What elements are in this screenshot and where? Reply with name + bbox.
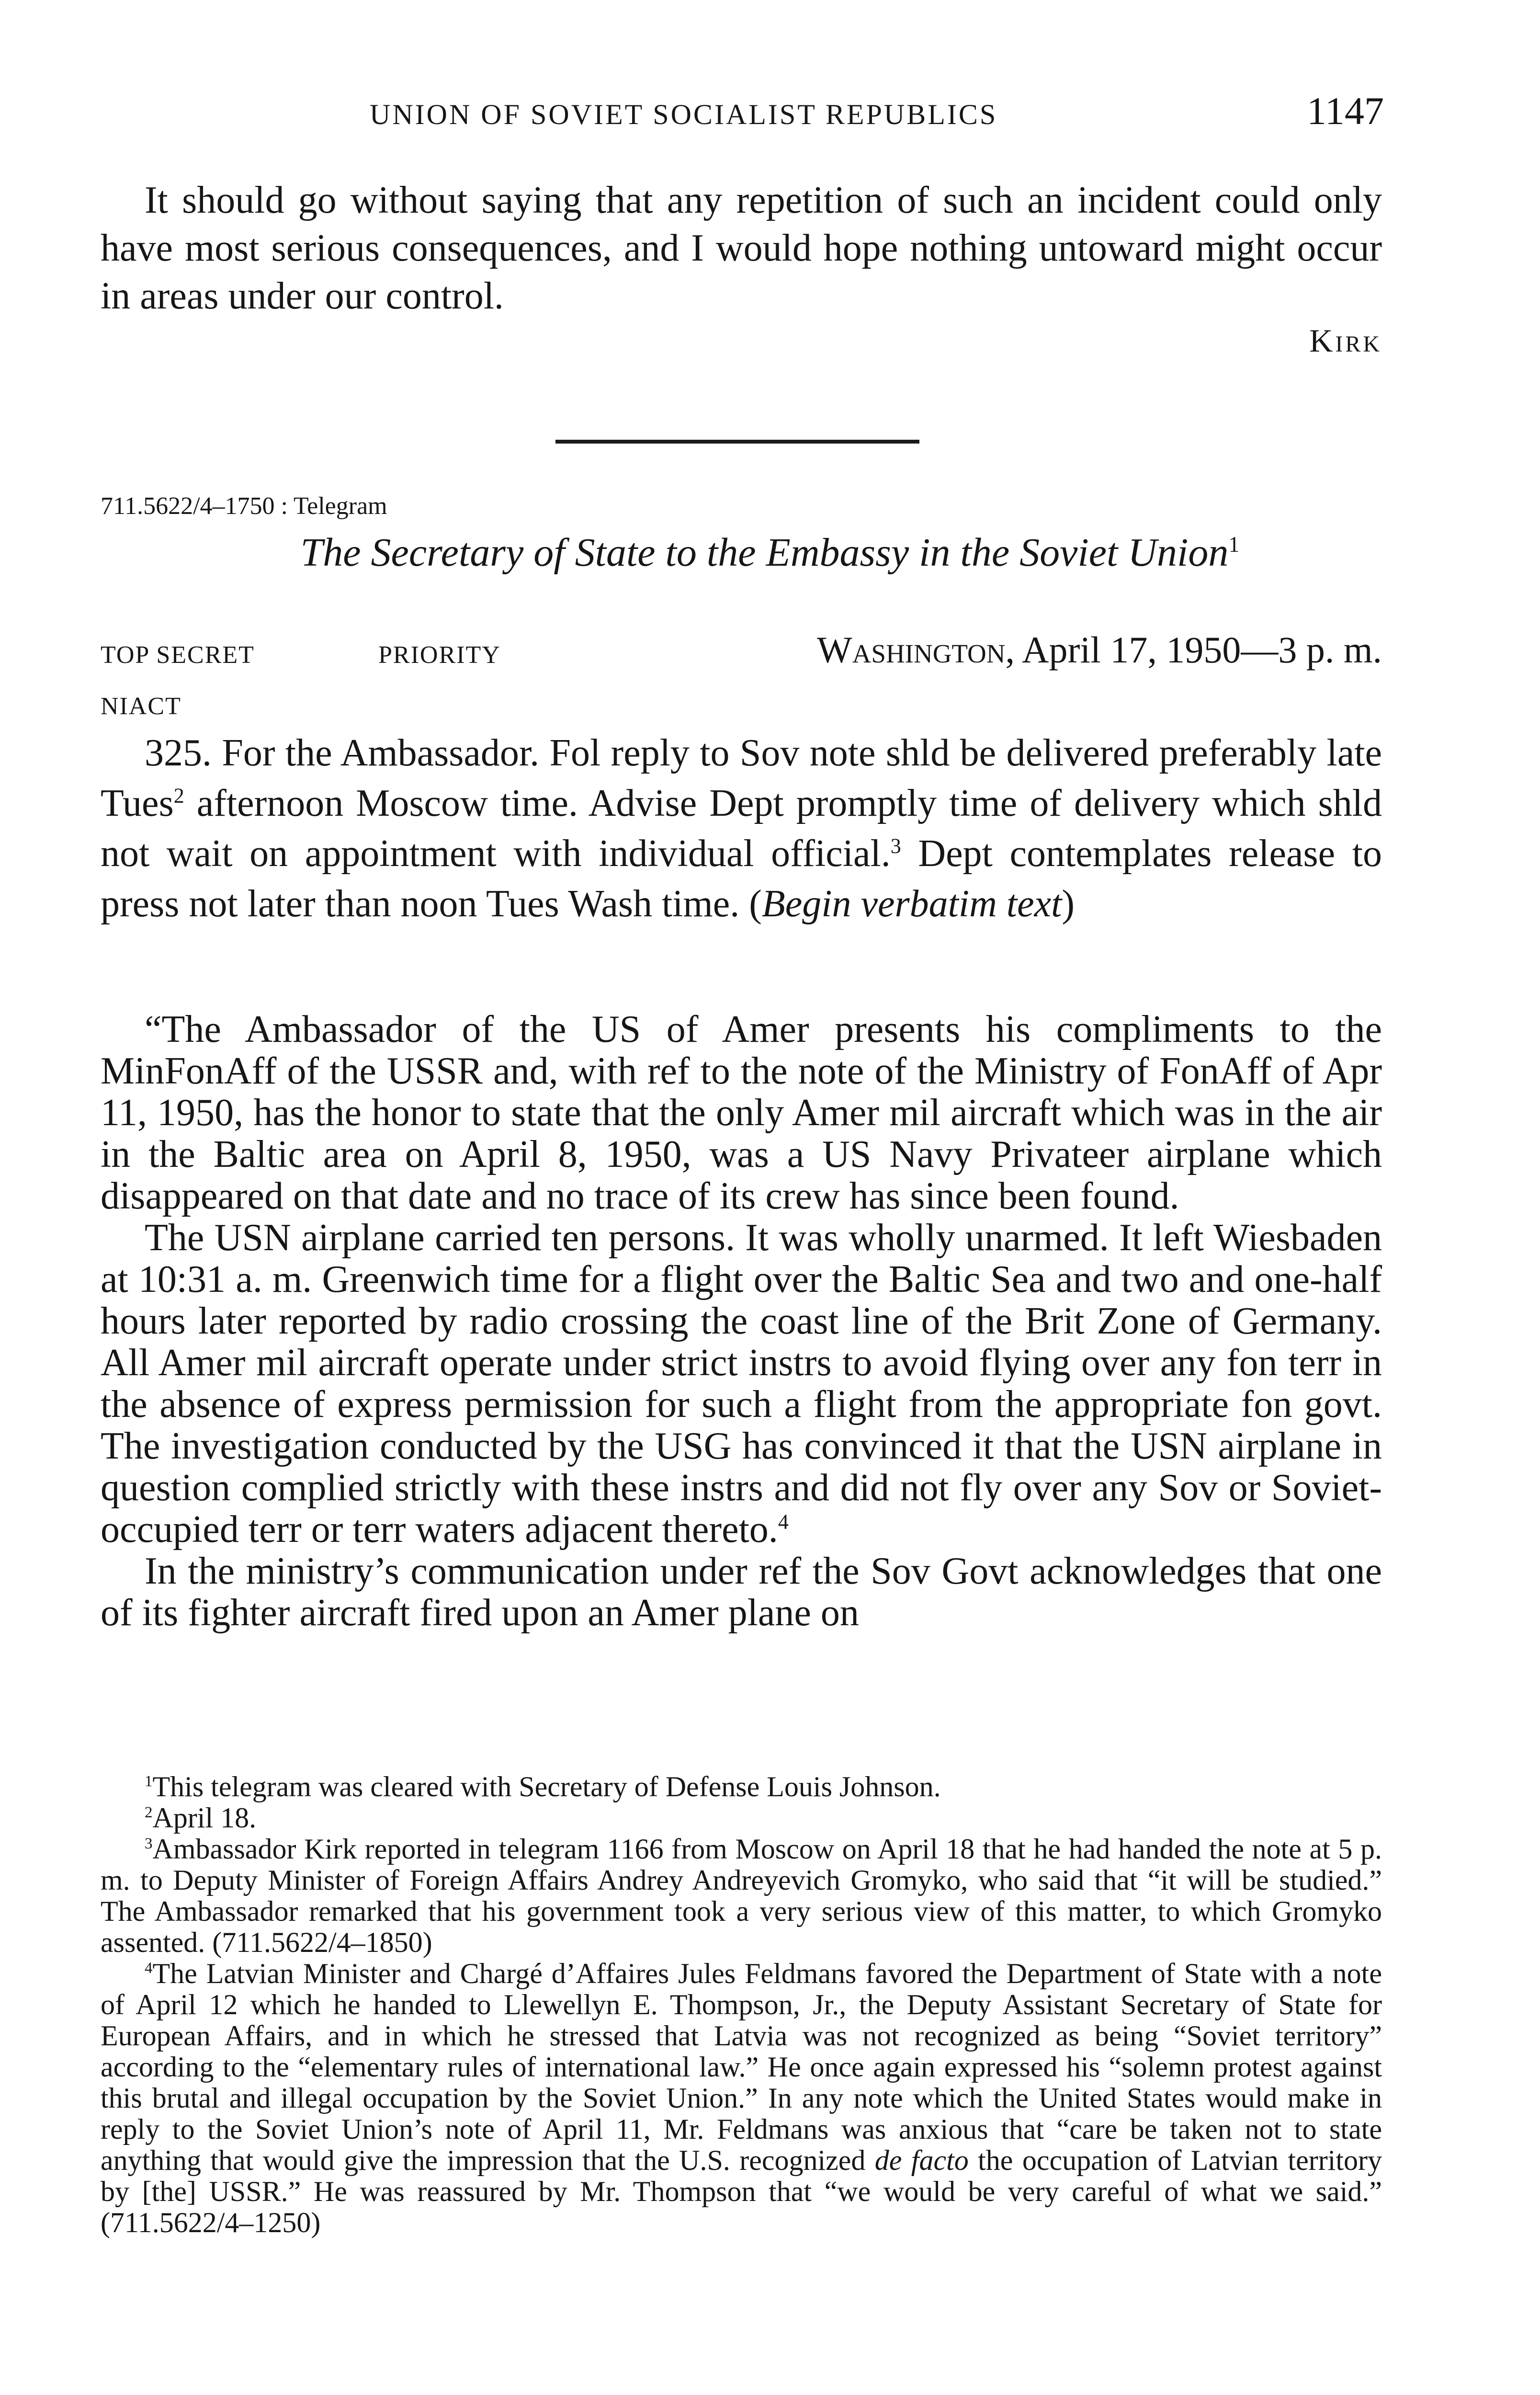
footnote-marker: 2 — [173, 784, 184, 808]
footnote-text: Ambassador Kirk reported in telegram 1166 from Moscow on April 18 that he had handed the note at 5 p. m. to Deputy Minister of Foreign Affairs Andrey Andreyevich Gromyko, who said that “it will be studied.” The Ambassador remarked that his government took a very serious view of this matter, to which Gromyko assented. (711.5622/4–1850) — [101, 1833, 1382, 1958]
footnote-text: the occupation of Latvian territory by [the] USSR.” He was reassured by Mr. Thompson that “we would be very careful of what we said.” (711.5622/4–1250) — [101, 2144, 1382, 2238]
dateline — [817, 628, 1382, 672]
footnote-marker: 3 — [145, 1835, 153, 1852]
body-text: afternoon Moscow time. Advise Dept promptly time of delivery which shld not wait on appointment with individual official. — [101, 782, 1382, 875]
file-reference: 711.5622/4–1750 : Telegram — [101, 492, 387, 520]
footnote-marker: 4 — [145, 1960, 153, 1977]
signature: Kirk — [1309, 322, 1382, 359]
priority-label: PRIORITY — [378, 641, 501, 669]
previous-document-closing-paragraph: It should go without saying that any repetition of such an incident could only have most serious consequences, and I would hope nothing untoward might occur in areas under our control. — [101, 179, 1382, 317]
classification-label: TOP SECRET — [101, 641, 255, 669]
page-number: 1147 — [1307, 89, 1384, 133]
document-title-text: The Secretary of State to the Embassy in the Soviet Union — [300, 530, 1229, 575]
footnote — [101, 1834, 1382, 1958]
quoted-paragraph — [101, 1217, 1382, 1551]
body-text: Dept contemplates release to press not later than noon Tues Wash time. ( — [101, 833, 1382, 925]
body-text: The USN airplane carried ten persons. It was wholly unarmed. It left Wiesbaden at 10:31 a. m. Greenwich time for a flight over the Baltic Sea and two and one-half hours later reported by radio crossing the coast line of the Brit Zone of Germany. All Amer mil aircraft operate under strict instrs to avoid flying over any fon terr in the absence of express permission for such a flight from the appropriate fon govt. The investigation conducted by the USG has convinced it that the USN airplane in question complied strictly with these instrs and did not fly over any Sov or Soviet-occupied terr or terr waters adjacent thereto. — [101, 1217, 1382, 1551]
section-divider — [555, 440, 919, 444]
quoted-paragraph: In the ministry’s communication under ref the Sov Govt acknowledges that one of its fighter aircraft fired upon an Amer plane on — [101, 1550, 1382, 1634]
quoted-paragraph: “The Ambassador of the US of Amer presents his compliments to the MinFonAff of the USSR and, with ref to the note of the Ministry of FonAff of Apr 11, 1950, has the honor to state that the only Amer mil aircraft which was in the air in the Baltic area on April 8, 1950, was a US Navy Privateer airplane which disappeared on that date and no trace of its crew has since been found. — [101, 1008, 1382, 1217]
body-text: ) — [1062, 883, 1075, 925]
running-head-title: UNION OF SOVIET SOCIALIST REPUBLICS — [370, 99, 998, 130]
footnote-marker: 3 — [890, 834, 901, 858]
quoted-note — [101, 1009, 1382, 1634]
italic-text: de facto — [874, 2144, 969, 2176]
footnote — [101, 1802, 1382, 1834]
footnote — [101, 1771, 1382, 1802]
footnote-marker: 2 — [145, 1804, 153, 1821]
body-text: 325. For the Ambassador. Fol reply to Sov note shld be delivered preferably late Tues — [101, 732, 1382, 824]
running-head — [101, 89, 1393, 146]
footnote-marker: 1 — [145, 1773, 153, 1790]
footnote — [101, 1958, 1382, 2238]
document-title — [0, 529, 1540, 576]
footnote-text: The Latvian Minister and Chargé d’Affaires Jules Feldmans favored the Department of State with a note of April 12 which he handed to Llewellyn E. Thompson, Jr., the Deputy Assistant Secretary of State for European Affairs, and in which he stressed that Latvia was not recognized as being “Soviet territory” according to the “elementary rules of international law.” He once again expressed his “solemn protest against this brutal and illegal occupation by the Soviet Union.” In any note which the United States would make in reply to the Soviet Union’s note of April 11, Mr. Feldmans was anxious that “care be taken not to state anything that would give the impression that the U.S. recognized — [101, 1958, 1382, 2176]
italic-text: Begin verbatim text — [761, 883, 1062, 925]
dateline-date: April 17, 1950—3 p. m. — [1022, 629, 1382, 671]
footnote-marker: 4 — [778, 1510, 789, 1534]
dateline-place: Washington, — [817, 629, 1015, 671]
footnotes — [101, 1771, 1382, 2238]
telegram-body-paragraph — [101, 728, 1382, 929]
footnote-text: April 18. — [152, 1802, 257, 1834]
footnote-marker: 1 — [1228, 532, 1240, 557]
niact-label: NIACT — [101, 693, 181, 720]
footnote-text: This telegram was cleared with Secretary of Defense Louis Johnson. — [152, 1771, 941, 1802]
